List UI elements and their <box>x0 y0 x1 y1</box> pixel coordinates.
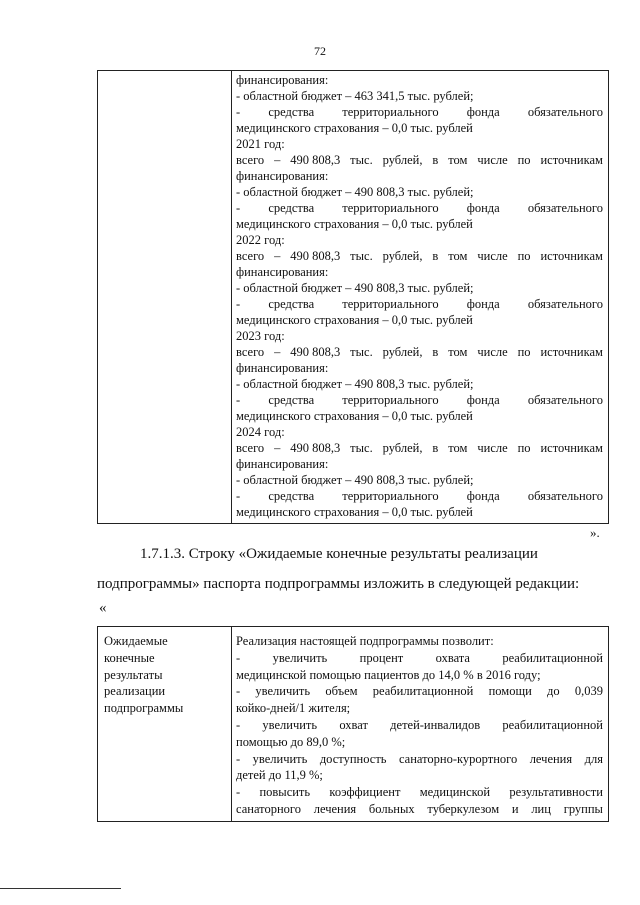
table-word: в <box>432 441 439 455</box>
table-word: том <box>448 441 468 455</box>
table-word: – <box>274 153 281 167</box>
table-word: средства <box>268 201 315 215</box>
table-word: санаторного <box>236 802 301 816</box>
expected-results-content-cell <box>232 627 608 821</box>
table-word: территориального <box>342 105 439 119</box>
footnote-rule <box>0 888 121 889</box>
table-text-line <box>236 392 603 408</box>
table-word: результативности <box>509 785 603 800</box>
expected-results-table <box>97 626 609 822</box>
table-word: доступность <box>319 751 387 766</box>
table-word: фонда <box>466 105 500 119</box>
table-word: – <box>274 441 281 455</box>
table-text-line <box>236 751 603 767</box>
table-text-line <box>236 152 603 168</box>
table-word: санаторно-курортного <box>398 751 518 766</box>
label-cell-line: реализации <box>104 684 166 699</box>
table-word: группы <box>563 802 603 816</box>
table-word: для <box>584 751 603 766</box>
table-word: обязательного <box>527 201 603 215</box>
table-word: - <box>236 489 241 503</box>
table-word: - <box>236 751 241 766</box>
label-cell-line: Ожидаемые <box>104 634 168 648</box>
table-text-line: детей до 11,9 %; <box>236 768 323 783</box>
financing-table <box>97 70 609 524</box>
page-number: 72 <box>314 44 326 58</box>
table-text-line: медицинского страхования – 0,0 тыс. рублей <box>236 121 473 135</box>
table-text-line: 2022 год: <box>236 233 285 247</box>
table-word: числе <box>477 249 508 263</box>
table-word: охвата <box>435 650 470 665</box>
table-word: рублей, <box>382 441 423 455</box>
table-word: том <box>448 249 468 263</box>
table-text-line <box>236 248 603 264</box>
table-text-line <box>236 683 603 699</box>
table-word: в <box>432 153 439 167</box>
table-word: - <box>236 393 241 407</box>
opening-quote: « <box>99 600 107 616</box>
table-word: тыс. <box>350 345 373 359</box>
expected-results-label-cell <box>98 627 232 821</box>
table-word: - <box>236 684 241 699</box>
table-word: увеличить <box>255 684 311 699</box>
label-cell-line: результаты <box>104 667 163 682</box>
table-word: увеличить <box>262 718 318 732</box>
table-text-line <box>236 200 603 216</box>
table-text-line <box>236 717 603 733</box>
table-word: обязательного <box>527 393 603 407</box>
table-word: источникам <box>540 153 603 167</box>
table-word: 490 808,3 <box>290 345 341 359</box>
table-word: помощи <box>488 684 532 699</box>
table-word: – <box>274 249 281 263</box>
table-word: источникам <box>540 249 603 263</box>
table-text-line <box>236 801 603 817</box>
closing-quote: ». <box>590 525 600 540</box>
table-word: туберкулезом <box>427 802 500 816</box>
table-word: всего <box>236 153 265 167</box>
table-text-line: финансирования: <box>236 73 329 87</box>
table-text-line: помощью до 89,0 %; <box>236 734 346 749</box>
table-word: средства <box>268 393 315 407</box>
table-word: территориального <box>342 489 439 503</box>
table-text-line: - областной бюджет – 490 808,3 тыс. рублей; <box>236 473 474 487</box>
table-text-line: - областной бюджет – 490 808,3 тыс. рублей; <box>236 281 474 295</box>
table-word: тыс. <box>350 249 373 263</box>
table-word: по <box>517 441 531 455</box>
table-word: фонда <box>466 201 500 215</box>
table-word: обязательного <box>527 489 603 503</box>
table-word: 490 808,3 <box>290 249 341 263</box>
table-word: обязательного <box>527 297 603 311</box>
table-word: фонда <box>466 489 500 503</box>
table-text-line: медицинского страхования – 0,0 тыс. рублей <box>236 313 473 327</box>
table-word: числе <box>477 441 508 455</box>
table-word: территориального <box>342 201 439 215</box>
table-word: по <box>517 345 531 359</box>
table-word: обязательного <box>527 105 603 119</box>
table-word: средства <box>268 489 315 503</box>
table-word: реабилитационной <box>502 718 603 732</box>
table-word: источникам <box>540 345 603 359</box>
table-word: - <box>236 650 241 665</box>
table-word: и <box>511 802 519 816</box>
table-text-line <box>236 650 603 666</box>
table-word: - <box>236 105 241 119</box>
table-text-line <box>236 488 603 504</box>
table-word: коэффициент <box>329 785 401 800</box>
table-word: увеличить <box>272 650 328 665</box>
table-word: средства <box>268 105 315 119</box>
table-word: источникам <box>540 441 603 455</box>
table-word: до <box>546 684 560 699</box>
table-word: реабилитационной <box>502 650 603 665</box>
table-word: - <box>236 785 241 800</box>
table-text-line <box>236 296 603 312</box>
table-text-line: медицинского страхования – 0,0 тыс. рублей <box>236 409 473 423</box>
table-word: лечения <box>529 751 573 766</box>
financing-table-right-cell <box>232 71 608 523</box>
table-word: всего <box>236 345 265 359</box>
table-word: тыс. <box>350 441 373 455</box>
table-text-line: финансирования: <box>236 361 329 375</box>
table-word: в <box>432 249 439 263</box>
table-text-line: 2021 год: <box>236 137 285 151</box>
table-word: лиц <box>531 802 551 816</box>
table-word: рублей, <box>382 345 423 359</box>
table-word: 490 808,3 <box>290 153 341 167</box>
table-word: рублей, <box>382 249 423 263</box>
table-word: - <box>236 201 241 215</box>
table-word: рублей, <box>382 153 423 167</box>
table-word: средства <box>268 297 315 311</box>
table-word: медицинской <box>419 785 491 800</box>
table-word: фонда <box>466 297 500 311</box>
table-text-line: финансирования: <box>236 457 329 471</box>
paragraph-line-2: подпрограммы» паспорта подпрограммы изложить в следующей редакции: <box>97 576 580 592</box>
table-word: 0,039 <box>574 684 603 699</box>
table-text-line: - областной бюджет – 463 341,5 тыс. рублей; <box>236 89 474 103</box>
label-cell-line: подпрограммы <box>104 701 184 716</box>
table-text-line <box>236 104 603 120</box>
table-word: том <box>448 345 468 359</box>
financing-table-left-cell <box>98 71 232 523</box>
table-text-line: 2023 год: <box>236 329 285 343</box>
table-word: в <box>432 345 439 359</box>
table-word: - <box>236 718 241 732</box>
table-text-line: медицинской помощью пациентов до 14,0 % в 2016 году; <box>236 667 541 682</box>
table-text-line <box>236 344 603 360</box>
table-word: - <box>236 297 241 311</box>
table-word: том <box>448 153 468 167</box>
table-text-line: Реализация настоящей подпрограммы позволит: <box>236 634 494 648</box>
table-word: увеличить <box>252 751 308 766</box>
table-word: числе <box>477 153 508 167</box>
table-word: территориального <box>342 393 439 407</box>
table-word: по <box>517 153 531 167</box>
table-word: по <box>517 249 531 263</box>
table-text-line: финансирования: <box>236 265 329 279</box>
table-word: реабилитационной <box>372 684 474 699</box>
label-cell-line: конечные <box>104 650 155 665</box>
table-word: всего <box>236 441 265 455</box>
paragraph-line-1: 1.7.1.3. Строку «Ожидаемые конечные результаты реализации <box>140 546 538 562</box>
table-word: 490 808,3 <box>290 441 341 455</box>
table-word: всего <box>236 249 265 263</box>
table-word: числе <box>477 345 508 359</box>
table-word: объем <box>325 684 358 699</box>
table-text-line: - областной бюджет – 490 808,3 тыс. рублей; <box>236 185 474 199</box>
table-word: больных <box>368 802 415 816</box>
table-word: тыс. <box>350 153 373 167</box>
table-text-line: - областной бюджет – 490 808,3 тыс. рублей; <box>236 377 474 391</box>
table-word: фонда <box>466 393 500 407</box>
table-word: детей-инвалидов <box>390 718 481 732</box>
table-word: повысить <box>259 785 311 800</box>
table-word: – <box>274 345 281 359</box>
table-text-line: медицинского страхования – 0,0 тыс. рублей <box>236 217 473 231</box>
table-word: лечения <box>313 802 357 816</box>
table-word: охват <box>339 718 368 732</box>
table-text-line: койко-дней/1 жителя; <box>236 701 351 716</box>
table-text-line: финансирования: <box>236 169 329 183</box>
table-text-line <box>236 784 603 800</box>
table-word: процент <box>359 650 404 665</box>
table-text-line: 2024 год: <box>236 425 285 439</box>
table-word: территориального <box>342 297 439 311</box>
table-text-line: медицинского страхования – 0,0 тыс. рублей <box>236 505 473 519</box>
table-text-line <box>236 440 603 456</box>
